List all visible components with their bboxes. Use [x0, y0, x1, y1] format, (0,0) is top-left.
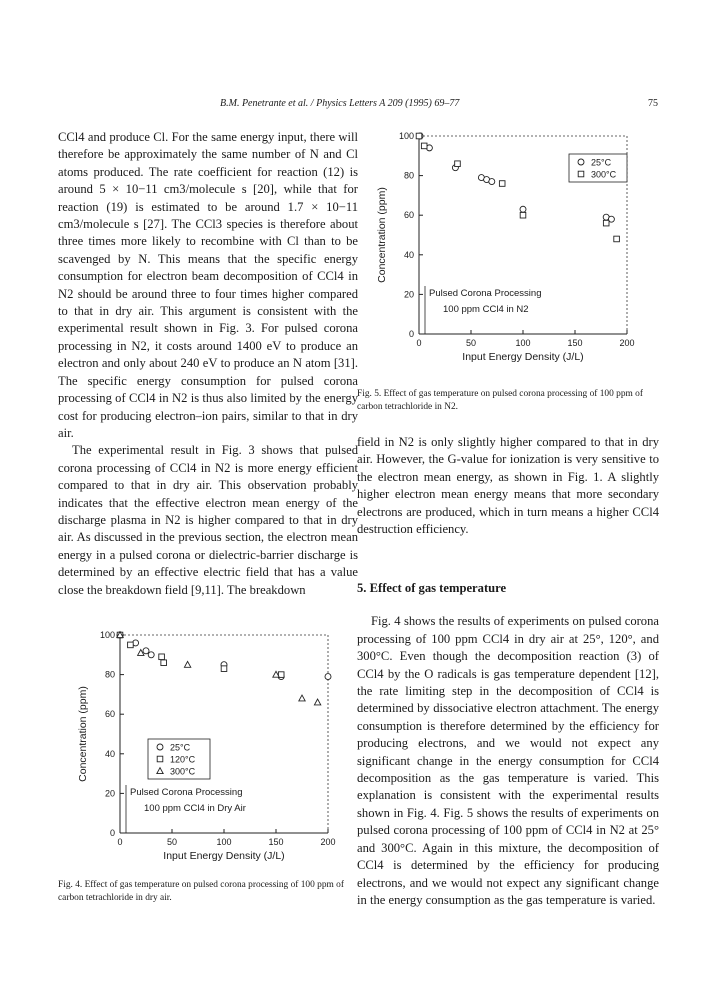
figure-4-chart [58, 627, 358, 877]
paragraph: CCl4 and produce Cl. For the same energy input, there will therefore be approximately the same number of N and Cl atoms produced. The rate coefficient for reaction (12) is around 5 × 10−11 cm3/molecule s [20], while that for reaction (19) is estimated to be around 1.7 × 10−11 cm3/molecule s [27]. The CCl3 species is therefore about three times more likely to recombine with Cl than to be scavenged by N. This means that the specific energy consumption for electron beam decomposition of CCl4 in N2 should be around three to four times higher compared to that in dry air. This argument is consistent with the experimental result shown in Fig. 3. For pulsed corona processing in N2, it costs around 1400 eV to produce an electron and only about 240 eV to produce an N atom [31]. The specific energy consumption for pulsed corona processing of CCl4 in N2 is thus also limited by the energy cost for producing electron–ion pairs, similar to that in dry air. [58, 130, 358, 440]
data-point-square [499, 181, 505, 187]
running-head [220, 98, 660, 109]
y-tick-label: 80 [104, 669, 115, 680]
y-tick-label: 100 [99, 630, 115, 640]
series-triangle [117, 632, 321, 705]
x-tick-label: 150 [268, 837, 284, 847]
x-tick-label: 50 [465, 338, 477, 348]
running-head-text: B.M. Penetrante et al. / Physics Letters A 209 (1995) 69–77 [220, 98, 460, 109]
data-point-square [157, 756, 163, 762]
right-column-continuation [357, 434, 659, 538]
data-point-square [614, 236, 620, 242]
data-point-square [603, 220, 609, 226]
data-point-square [159, 654, 165, 660]
data-point-triangle [299, 695, 305, 701]
x-axis-label: Input Energy Density (J/L) [163, 850, 285, 862]
y-tick-label: 20 [104, 788, 115, 799]
x-tick-label: 150 [567, 338, 583, 348]
x-tick-label: 100 [216, 837, 232, 847]
data-point-triangle [314, 699, 320, 705]
legend [569, 154, 627, 182]
paragraph: The experimental result in Fig. 3 shows that pulsed corona processing of CCl4 in N2 is more energy efficient compared to that in dry air. This observation probably indicates that the effective electron mean energy of the discharge plasma in N2 is higher compared to that in dry air. As discussed in the previous section, the electron mean energy in a pulsed corona or dielectric-barrier discharge is determined by an effective electric field that has a value close the breakdown field [9,11]. The breakdown [58, 443, 358, 597]
y-axis-label: Concentration (ppm) [376, 187, 388, 283]
annotation-line: Pulsed Corona Processing [130, 787, 243, 798]
figure-4-caption: Fig. 4. Effect of gas temperature on pulsed corona processing of 100 ppm of carbon tetrachloride in dry air. [58, 880, 344, 903]
y-tick-label: 60 [104, 709, 115, 720]
data-point-square [520, 212, 526, 218]
y-tick-label: 0 [109, 828, 115, 838]
paragraph: Fig. 4 shows the results of experiments on pulsed corona processing of 100 ppm CCl4 in dry air at 25°, 120°, and 300°C. Even though the decomposition reaction (3) of CCl4 by the O radicals is gas temperature dependent [12], the rate limiting step in the decomposition of CCl4 is determined by dissociative electron attachment. The energy consumption is therefore determined by the efficiency for producing electrons, and we would not expect any significant change in the energy consumption for CCl4 decomposition as the gas temperature is varied. This explanation is consistent with the experimental results shown in Fig. 4. Fig. 5 shows the results of experiments on pulsed corona processing of 100 ppm of CCl4 in N2 at 25° and 300°C. Again in this mixture, the decomposition of CCl4 is determined by the efficiency for producing electrons, and we would not expect any significant change in the energy consumption as the gas temperature is varied. [357, 614, 659, 907]
data-point-square [221, 666, 227, 672]
page-number: 75 [648, 98, 658, 109]
data-point-triangle [184, 661, 190, 667]
figure-5-chart [357, 128, 657, 378]
annotation-line: 100 ppm CCl4 in Dry Air [144, 803, 246, 814]
data-point-circle [489, 179, 495, 185]
legend-label: 120°C [170, 754, 196, 765]
y-tick-label: 80 [403, 170, 414, 181]
data-point-circle [520, 206, 526, 212]
legend-label: 300°C [591, 169, 617, 180]
data-point-square [416, 133, 422, 139]
series-square [416, 133, 619, 242]
legend-label: 300°C [170, 766, 196, 777]
x-tick-label: 200 [320, 837, 336, 847]
legend-label: 25°C [170, 742, 191, 753]
y-tick-label: 60 [403, 210, 414, 221]
data-point-square [578, 171, 584, 177]
data-point-square [421, 143, 427, 149]
x-tick-label: 100 [515, 338, 531, 348]
y-tick-label: 40 [104, 748, 115, 759]
x-tick-label: 200 [619, 338, 635, 348]
annotation [425, 286, 541, 334]
data-point-square [455, 161, 461, 167]
y-axis-label: Concentration (ppm) [77, 686, 89, 782]
y-tick-label: 20 [403, 289, 414, 300]
x-tick-label: 50 [166, 837, 178, 847]
data-point-circle [325, 674, 331, 680]
annotation [126, 785, 246, 833]
annotation-line: Pulsed Corona Processing [429, 288, 542, 299]
data-point-square [161, 660, 167, 666]
data-point-circle [157, 744, 163, 750]
paragraph: field in N2 is only slightly higher compared to that in dry air. However, the G-value for ionization is very sensitive to the electron mean energy, as shown in Fig. 1. A slightly higher electron mean energy means that more secondary electrons are produced, which in turn means a higher CCl4 destruction efficiency. [357, 435, 659, 537]
left-column [58, 129, 358, 599]
legend-label: 25°C [591, 157, 612, 168]
figure-5-caption: Fig. 5. Effect of gas temperature on pulsed corona processing of 100 ppm of carbon tetrachloride in N2. [357, 389, 643, 412]
y-tick-label: 100 [398, 131, 414, 141]
data-point-circle [148, 652, 154, 658]
annotation-line: 100 ppm CCl4 in N2 [443, 304, 529, 315]
y-tick-label: 40 [403, 249, 414, 260]
y-tick-label: 0 [408, 329, 414, 339]
legend [148, 739, 210, 779]
x-tick-label: 0 [117, 837, 123, 847]
right-column-section [357, 580, 659, 909]
x-axis-label: Input Energy Density (J/L) [462, 351, 584, 363]
x-tick-label: 0 [416, 338, 422, 348]
data-point-circle [143, 648, 149, 654]
data-point-square [128, 642, 134, 648]
data-point-circle [578, 159, 584, 165]
section-heading: 5. Effect of gas temperature [357, 581, 507, 595]
series-circle [117, 632, 331, 680]
